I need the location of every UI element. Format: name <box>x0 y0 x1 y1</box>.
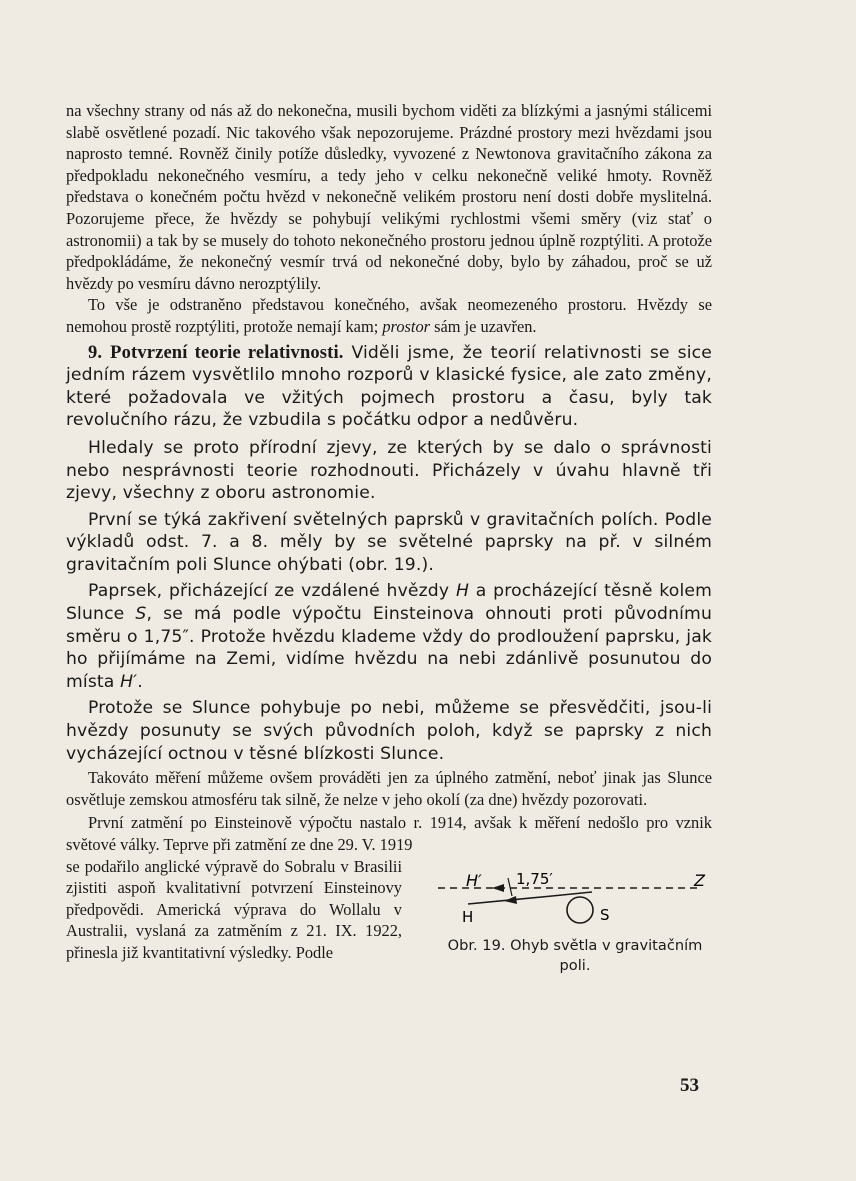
paragraph-6: Protože se Slunce pohybuje po nebi, můžeme se přesvědčiti, jsou-li hvězdy posunuty se svých původních poloh, když se paprsky z nich vycházející octnou v těsné blízkosti Slunce. <box>66 698 712 764</box>
figure-caption: Obr. 19. Ohyb světla v gravitačním poli. <box>447 936 703 974</box>
label-z: Z <box>694 870 705 890</box>
section-9-paragraph <box>66 342 712 432</box>
arrow-icon <box>492 884 504 892</box>
paragraph-2 <box>66 294 712 337</box>
label-s: S <box>600 905 610 924</box>
paragraph-5 <box>66 580 712 693</box>
label-angle: 1,75′ <box>516 869 553 888</box>
section-title: Potvrzení teorie relativnosti. <box>110 342 344 363</box>
section-intro-text: Viděli jsme, že teorií relativnosti se sice jedním rázem vysvětlilo mnoho rozporů v klasické fysice, ale zato změny, které požadovala ve vžitých pojmech prostoru a času, byly tak revolučního rázu, že vzbudila s počátku odpor a nedůvěru. <box>66 342 712 431</box>
star-h-symbol: H <box>455 581 470 602</box>
light-bending-diagram <box>432 856 718 936</box>
paragraph-2-text-a: To vše je odstraněno představou konečného, avšak neomezeného prostoru. Hvězdy se nemohou prostě rozptýliti, protože nemají kam; <box>66 295 712 336</box>
paragraph-8-wrapped: se podařilo anglické výpravě do Sobralu v Brasilii zjistiti aspoň kvalitativní potvrzení Einsteinovy předpovědi. Americká výprava do Wollalu v Australii, vyslaná za zatměním z 21. IX. 1922, přinesla již kvantitativní výsledky. Podle <box>66 856 402 962</box>
section-number: 9. <box>88 342 103 363</box>
wrapped-text-with-figure <box>66 856 712 974</box>
figure-19 <box>432 856 718 986</box>
page-body <box>66 100 712 974</box>
paragraph-4: První se týká zakřivení světelných paprsků v gravitačních polích. Podle výkladů odst. 7. a 8. měly by se světelné paprsky na př. v silném gravitačním poli Slunce ohýbati (obr. 19.). <box>66 509 712 575</box>
label-h: H <box>462 907 474 926</box>
paragraph-5-text-b: a procházející těsně kolem Slunce <box>66 581 712 625</box>
paragraph-5-text-d: . <box>137 671 143 692</box>
paragraph-1: na všechny strany od nás až do nekonečna, musili bychom viděti za blízkými a jasnými stálicemi slabě osvětlené pozadí. Nic takového však nepozorujeme. Prázdné prostory mezi hvězdami jsou naprosto temné. Rovněž činily potíže důsledky, vyvozené z Newtonova gravitačního zákona za předpokladu nekonečného vesmíru, a tedy jeho v celku nekonečně veliké hmoty. Rovněž představa o konečném počtu hvězd v nekonečně velikém prostoru není dosti dobře myslitelná. Pozorujeme přece, že hvězdy se pohybují velikými rychlostmi všemi směry (viz stať o astronomii) a tak by se musely do tohoto nekonečného prostoru jednou úplně rozptýliti. A protože předpokládáme, že nekonečný vesmír trvá od nekonečné doby, bylo by záhadou, proč se už hvězdy po vesmíru dávno nerozptýlily. <box>66 101 712 293</box>
paragraph-8-full-width: První zatmění po Einsteinově výpočtu nastalo r. 1914, avšak k měření nedošlo pro vznik světové války. Teprve při zatmění ze dne 29. V. 1919 <box>66 813 712 854</box>
sun-circle-icon <box>567 897 593 923</box>
angle-mark <box>508 878 512 896</box>
sun-s-symbol: S <box>135 604 147 625</box>
label-h-prime: H′ <box>466 870 482 890</box>
paragraph-2-emphasis: prostor <box>382 316 431 336</box>
page-number: 53 <box>680 1075 699 1096</box>
paragraph-3: Hledaly se proto přírodní zjevy, ze kterých by se dalo o správnosti nebo nesprávnosti teorie rozhodnouti. Přicházely v úvahu hlavně tři zjevy, všechny z oboru astronomie. <box>66 437 712 504</box>
paragraph-7: Takováto měření můžeme ovšem prováděti jen za úplného zatmění, neboť jinak jas Slunce osvětluje zemskou atmosféru tak silně, že nelze v jeho okolí (za dne) hvězdy pozorovati. <box>66 768 712 809</box>
paragraph-2-text-b: sám je uzavřen. <box>430 316 537 336</box>
paragraph-5-text-c: , se má podle výpočtu Einsteinova ohnouti proti původnímu směru o 1,75″. Protože hvězdu klademe vždy do prodloužení paprsku, jak ho přijímáme na Zemi, vidíme hvězdu na nebi zdánlivě posunutou do místa <box>66 604 712 692</box>
paragraph-5-text-a: Paprsek, přicházející ze vzdálené hvězdy <box>88 581 456 602</box>
star-h-prime-symbol: H′ <box>120 671 138 692</box>
